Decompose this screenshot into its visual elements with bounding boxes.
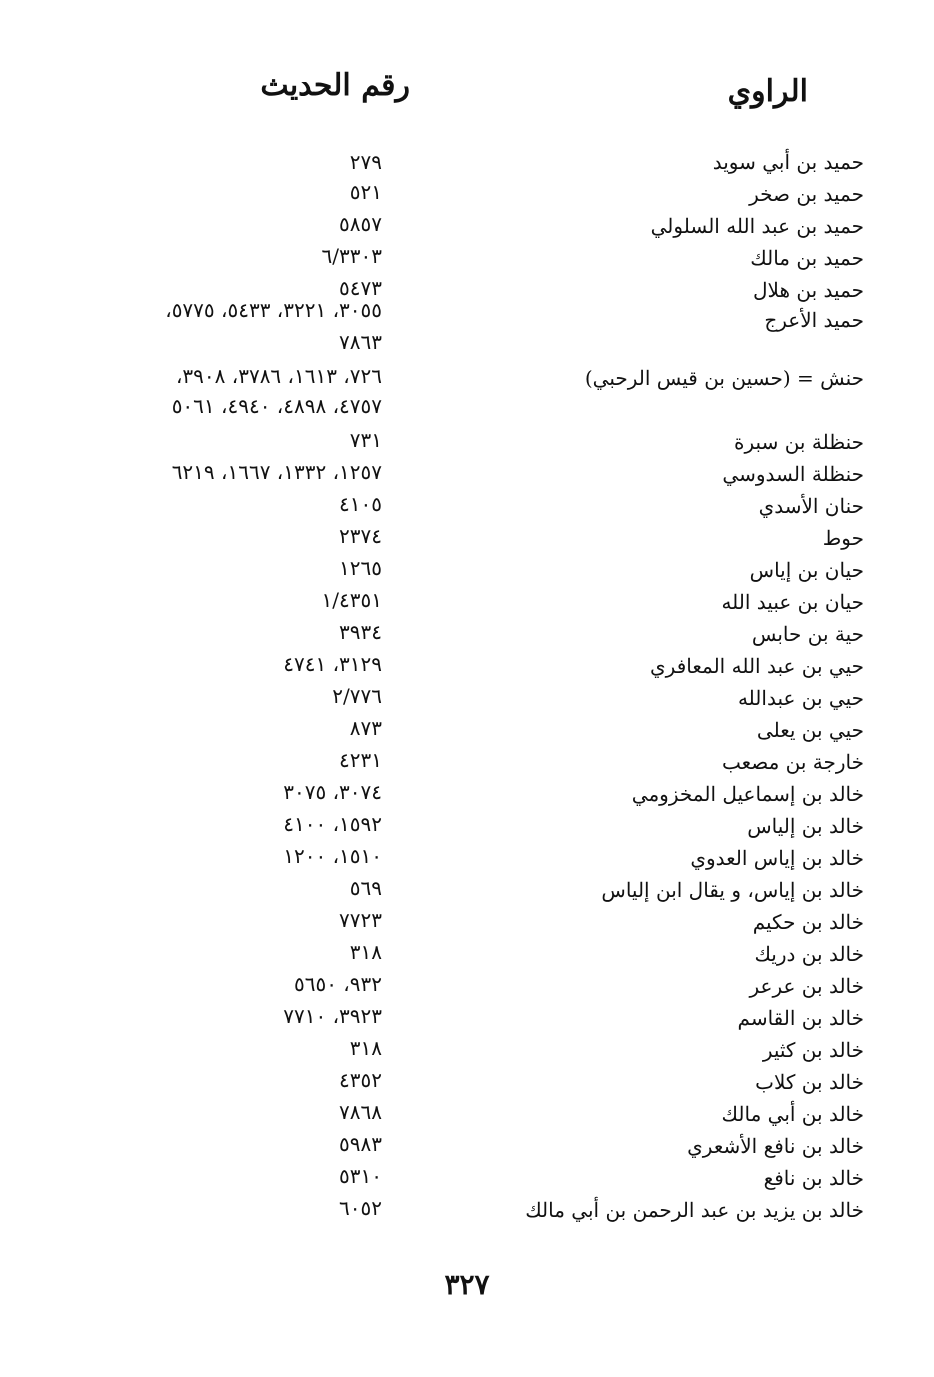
narrator-name: حنظلة السدوسي xyxy=(722,462,864,486)
hadith-numbers: ٥٤٧٣ xyxy=(339,276,382,300)
index-row xyxy=(0,1004,934,1036)
index-row xyxy=(0,524,934,556)
hadith-numbers: ١٥٩٢، ٤١٠٠ xyxy=(283,812,382,836)
index-row xyxy=(0,148,934,180)
narrator-name: خالد بن يزيد بن عبد الرحمن بن أبي مالك xyxy=(525,1198,864,1222)
index-row xyxy=(0,588,934,620)
index-row xyxy=(0,180,934,212)
hadith-numbers: ٤٣٥٢ xyxy=(339,1068,382,1092)
narrator-name: خالد بن إياس العدوي xyxy=(690,846,864,870)
narrator-name: خارجة بن مصعب xyxy=(721,750,864,774)
index-row xyxy=(0,812,934,844)
hadith-numbers: ٣١٨ xyxy=(349,1036,382,1060)
narrator-name: حية بن حابس xyxy=(751,622,864,646)
hadith-numbers: ٧٨٦٣ xyxy=(339,330,382,354)
hadith-numbers: ٦/٣٣٠٣ xyxy=(321,244,382,268)
column-header-narrator: الراوي xyxy=(727,74,808,109)
index-row xyxy=(0,1036,934,1068)
hadith-numbers: ٣٠٥٥، ٣٢٢١، ٥٤٣٣، ٥٧٧٥، xyxy=(165,298,382,322)
column-header-hadith-number: رقم الحديث xyxy=(260,68,410,103)
hadith-numbers: ٤٧٥٧، ٤٨٩٨، ٤٩٤٠، ٥٠٦١ xyxy=(171,394,382,418)
index-row xyxy=(0,1164,934,1196)
narrator-name: حميد بن أبي سويد xyxy=(712,150,864,174)
hadith-numbers: ٣٠٧٤، ٣٠٧٥ xyxy=(283,780,382,804)
narrator-name: حيان بن عبيد الله xyxy=(721,590,864,614)
narrator-name: حميد بن عبد الله السلولي xyxy=(650,214,864,238)
narrator-name: خالد بن كلاب xyxy=(755,1070,864,1094)
hadith-numbers: ٨٧٣ xyxy=(349,716,382,740)
index-row xyxy=(0,876,934,908)
hadith-numbers: ٢٧٩ xyxy=(349,150,382,174)
hadith-numbers: ٥٣١٠ xyxy=(339,1164,382,1188)
index-row xyxy=(0,364,934,396)
narrator-name: حيي بن عبد الله المعافري xyxy=(650,654,864,678)
hadith-numbers: ٥٢١ xyxy=(349,180,382,204)
index-row xyxy=(0,620,934,652)
hadith-numbers: ٥٦٩ xyxy=(349,876,382,900)
narrator-name: حميد بن مالك xyxy=(750,246,864,270)
narrator-name: حميد بن هلال xyxy=(753,278,864,302)
narrator-name: خالد بن القاسم xyxy=(737,1006,864,1030)
narrator-name: حيي بن عبدالله xyxy=(737,686,864,710)
narrator-name: خالد بن دريك xyxy=(754,942,864,966)
index-row xyxy=(0,652,934,684)
index-row xyxy=(0,460,934,492)
narrator-name: خالد بن كثير xyxy=(762,1038,864,1062)
narrator-name: خالد بن نافع الأشعري xyxy=(687,1134,864,1158)
hadith-numbers: ٧٣١ xyxy=(349,428,382,452)
hadith-numbers: ٣٩٢٣، ٧٧١٠ xyxy=(283,1004,382,1028)
hadith-numbers: ٣١٨ xyxy=(349,940,382,964)
narrator-name: خالد بن إسماعيل المخزومي xyxy=(631,782,864,806)
hadith-numbers: ١٢٦٥ xyxy=(339,556,382,580)
index-row xyxy=(0,844,934,876)
index-row xyxy=(0,1132,934,1164)
index-row xyxy=(0,748,934,780)
hadith-numbers: ٥٨٥٧ xyxy=(339,212,382,236)
hadith-numbers: ٧٨٦٨ xyxy=(339,1100,382,1124)
narrator-name: حوط xyxy=(822,526,864,550)
narrator-name: خالد بن عرعر xyxy=(749,974,864,998)
hadith-numbers: ١٥١٠، ١٢٠٠ xyxy=(283,844,382,868)
hadith-numbers: ٧٧٢٣ xyxy=(339,908,382,932)
narrator-name: حنظلة بن سبرة xyxy=(734,430,864,454)
index-row xyxy=(0,212,934,244)
index-row xyxy=(0,1068,934,1100)
hadith-numbers: ٣٩٣٤ xyxy=(339,620,382,644)
index-row xyxy=(0,716,934,748)
index-row xyxy=(0,244,934,276)
narrator-name: خالد بن نافع xyxy=(763,1166,864,1190)
narrator-name: خالد بن حكيم xyxy=(752,910,864,934)
index-row xyxy=(0,780,934,812)
hadith-numbers: ٩٣٢، ٥٦٥٠ xyxy=(293,972,382,996)
narrator-name: حيي بن يعلى xyxy=(756,718,864,742)
index-row xyxy=(0,972,934,1004)
hadith-numbers: ٢/٧٧٦ xyxy=(332,684,382,708)
hadith-numbers: ٣١٢٩، ٤٧٤١ xyxy=(283,652,382,676)
index-row xyxy=(0,1196,934,1228)
narrator-name: حميد الأعرج xyxy=(764,308,864,332)
hadith-numbers: ٢٣٧٤ xyxy=(339,524,382,548)
hadith-numbers: ٧٢٦، ١٦١٣، ٣٧٨٦، ٣٩٠٨، xyxy=(175,364,382,388)
index-row xyxy=(0,1100,934,1132)
narrator-name: خالد بن إياس، و يقال ابن إلياس xyxy=(601,878,864,902)
hadith-numbers: ٦٠٥٢ xyxy=(339,1196,382,1220)
hadith-numbers: ١/٤٣٥١ xyxy=(321,588,382,612)
index-row xyxy=(0,492,934,524)
narrator-name: خالد بن أبي مالك xyxy=(721,1102,864,1126)
index-row xyxy=(0,684,934,716)
index-row xyxy=(0,300,934,332)
hadith-numbers: ١٢٥٧، ١٣٣٢، ١٦٦٧، ٦٢١٩ xyxy=(171,460,382,484)
narrator-name: حنان الأسدي xyxy=(758,494,864,518)
narrator-name: خالد بن إلياس xyxy=(747,814,864,838)
page-number: ٣٢٧ xyxy=(444,1268,490,1301)
hadith-numbers: ٤١٠٥ xyxy=(339,492,382,516)
narrator-name: حنش = (حسين بن قيس الرحبي) xyxy=(584,366,864,390)
index-row xyxy=(0,394,934,426)
narrator-name: حميد بن صخر xyxy=(749,182,864,206)
hadith-numbers: ٥٩٨٣ xyxy=(339,1132,382,1156)
index-row xyxy=(0,330,934,362)
hadith-numbers: ٤٢٣١ xyxy=(339,748,382,772)
index-row xyxy=(0,556,934,588)
index-row xyxy=(0,940,934,972)
index-row xyxy=(0,908,934,940)
narrator-name: حيان بن إياس xyxy=(749,558,864,582)
index-row xyxy=(0,428,934,460)
